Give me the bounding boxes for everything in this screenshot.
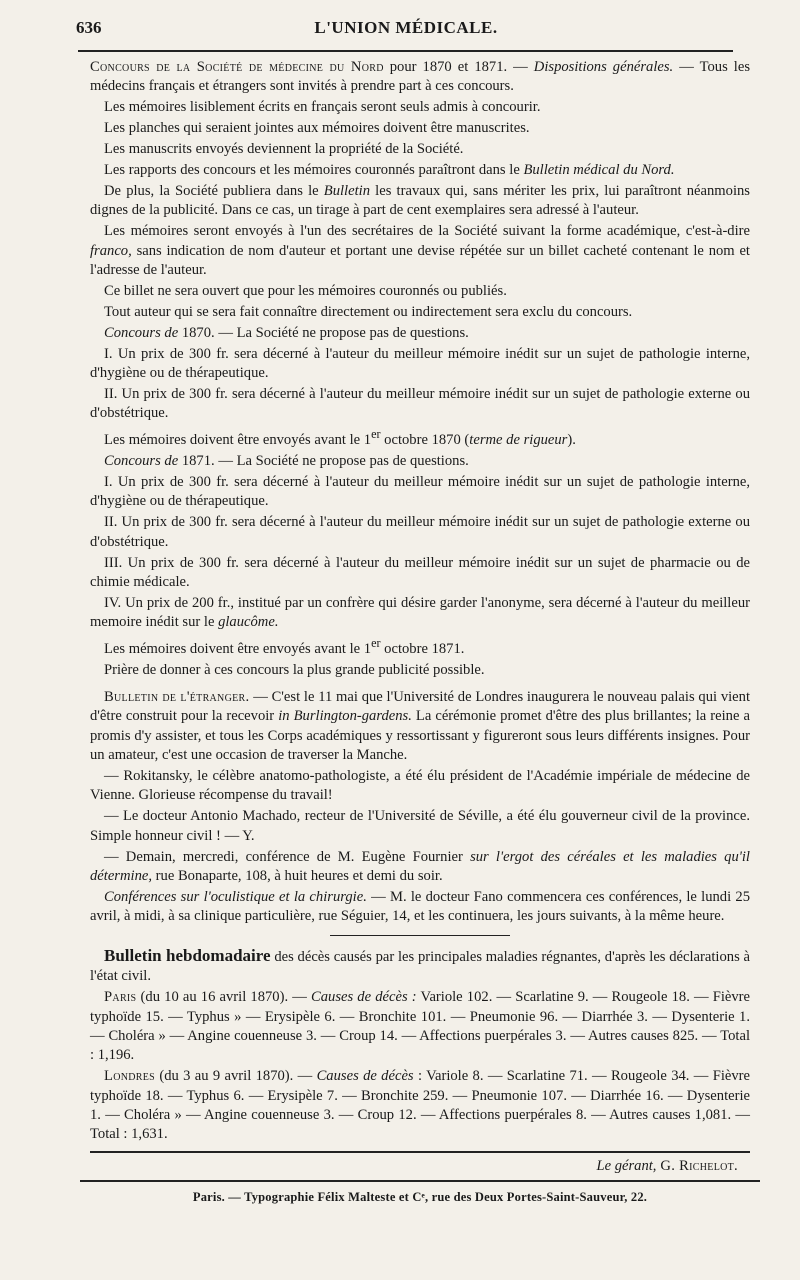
concours-1870-heading xyxy=(90,324,750,343)
text-span: — La Société ne propose pas de questions. xyxy=(214,453,469,470)
burlington-ref: in Burlington-gardens. xyxy=(278,708,412,725)
text-span: IV. Un prix de 200 fr., institué par un confrère qui désire garder l'anonyme, sera décerné à l'auteur du meilleur memoire inédit sur le xyxy=(90,594,750,631)
prize-item: I. Un prix de 300 fr. sera décerné à l'auteur du meilleur mémoire inédit sur un sujet de pathologie interne, d'hygiène ou de thérapeutique. xyxy=(90,345,750,382)
causes-label: Causes de décès xyxy=(316,1068,414,1085)
deadline xyxy=(90,425,750,450)
rule-paragraph: Les manuscrits envoyés deviennent la propriété de la Société. xyxy=(104,141,464,158)
prize-item xyxy=(90,594,750,633)
rule-paragraph: Les mémoires lisiblement écrits en français seront seuls admis à concourir. xyxy=(104,99,541,116)
text-span: des décès causés par les principales maladies régnantes, d'après les déclarations à l'état civil. xyxy=(90,948,751,985)
prize-item: I. Un prix de 300 fr. sera décerné à l'auteur du meilleur mémoire inédit sur un sujet de pathologie interne, d'hygiène ou de thérapeutique. xyxy=(90,473,750,510)
prize-item: II. Un prix de 300 fr. sera décerné à l'auteur du meilleur mémoire inédit sur un sujet de pathologie externe ou d'obstétrique. xyxy=(90,514,750,550)
rule-paragraph: Tout auteur qui se sera fait connaître directement ou indirectement sera exclu du concours. xyxy=(104,303,633,320)
text-span: rue Bonaparte, 108, à huit heures et demi du soir. xyxy=(152,868,443,885)
journal-title: L'UNION MÉDICALE. xyxy=(314,18,498,37)
etranger-heading: Bulletin de l'étranger. xyxy=(104,688,250,705)
concours-label: Concours de xyxy=(104,324,179,341)
ordinal-sup: er xyxy=(371,427,381,442)
printer-imprint: Paris. — Typographie Félix Malteste et Cᵉ, rue des Deux Portes-Saint-Sauveur, 22. xyxy=(192,1190,648,1205)
concours-heading: Concours de la Société de médecine du Nord xyxy=(90,59,384,75)
terme-rigueur: terme de rigueur xyxy=(469,432,568,449)
news-item: — Le docteur Antonio Machado, recteur de l'Université de Séville, a été élu gouverneur civil de la province. Simple honneur civil ! — Y. xyxy=(90,808,750,844)
concours-1871-heading xyxy=(90,452,750,471)
text-span: les travaux qui, sans mériter les prix, lui paraîtront néanmoins dignes de la publicité. Dans ce cas, un tirage à part de cent exemplaires sera adressé à l'auteur. xyxy=(90,182,750,219)
rule-paragraph xyxy=(90,182,750,221)
gerant-label: Le gérant, xyxy=(596,1157,657,1174)
londres-stats xyxy=(90,1067,750,1145)
concours-invitation: — Tous les médecins français et étrangers sont invités à prendre part à ces concours. xyxy=(90,59,750,95)
bulletin-ref: Bulletin xyxy=(323,182,370,199)
news-item xyxy=(90,848,750,887)
rule-paragraph: Les planches qui seraient jointes aux mémoires doivent être manuscrites. xyxy=(104,120,530,137)
city-name: Paris xyxy=(104,989,137,1006)
page-header xyxy=(76,14,736,48)
text-span: octobre 1871. xyxy=(380,641,465,658)
text-span: Les mémoires seront envoyés à l'un des secrétaires de la Société suivant la forme académique, c'est-à-dire xyxy=(104,223,750,240)
section-divider xyxy=(330,935,510,936)
text-span: octobre 1870 ( xyxy=(380,432,470,449)
ordinal-sup: er xyxy=(371,636,381,651)
news-item: — Rokitansky, le célèbre anatomo-pathologiste, a été élu président de l'Académie impériale de médecine de Vienne. Glorieuse récompense du travail! xyxy=(90,768,750,804)
gerant-name: G. Richelot. xyxy=(656,1157,738,1174)
causes-label: Causes de décès : xyxy=(311,989,417,1006)
closing-line: Prière de donner à ces concours la plus grande publicité possible. xyxy=(104,662,485,678)
city-name: Londres xyxy=(104,1068,156,1085)
text-span: : Variole 8. — Scarlatine 71. — Rougeole 34. — Fièvre typhoïde 18. — Typhus 6. — Erysipèle 7. — Bronchite 259. — Pneumonie 107. — Diarrhée 16. — Dysenterie 1. — Choléra » — Angine couenneuse 3. — Croup 12. — Affections puerpérales 8. — Autres causes 1,081. — Total : 1,631. xyxy=(90,1068,750,1143)
text-span: — Demain, mercredi, conférence de M. Eugène Fournier xyxy=(104,848,471,865)
text-span: (du 10 au 16 avril 1870). — xyxy=(136,989,311,1006)
bulletin-intro xyxy=(90,946,750,987)
footer-rule xyxy=(90,1151,750,1153)
text-span: Les mémoires doivent être envoyés avant le 1 xyxy=(104,432,372,449)
rule-paragraph: Ce billet ne sera ouvert que pour les mémoires couronnés ou publiés. xyxy=(104,282,507,299)
gerant-signature xyxy=(90,1157,750,1176)
rule-paragraph xyxy=(90,222,750,280)
prize-item: III. Un prix de 300 fr. sera décerné à l'auteur du meilleur mémoire inédit sur un sujet de pharmacie ou de chimie médicale. xyxy=(90,554,750,591)
text-span: La cérémonie promet d'être des plus brillantes; la reine a promis d'y assister, et tous les Corps académiques y ressortissant y figureront sous leurs différents insignes. Pour un amateur, c'est une occasion de traverser la Manche. xyxy=(90,708,750,764)
text-span: sans indication de nom d'auteur et portant une devise répétée sur un billet cacheté contenant le nom et l'adresse de l'auteur. xyxy=(90,242,750,279)
concours-intro xyxy=(90,58,750,97)
imprint-rule xyxy=(80,1180,760,1182)
bulletin-title-ref: Bulletin médical du Nord. xyxy=(523,162,675,179)
rule-paragraph xyxy=(90,161,750,180)
concours-year: 1871. xyxy=(178,453,215,470)
conference-topic: sur l'ergot des céréales et les maladies qu'il détermine, xyxy=(90,848,750,885)
news-item xyxy=(90,888,750,927)
deadline xyxy=(90,634,750,659)
bulletin-heading: Bulletin hebdomadaire xyxy=(104,945,271,965)
glaucome-term: glaucôme. xyxy=(218,614,279,631)
dispositions-label: Dispositions générales. xyxy=(533,59,674,75)
concours-year: 1870. xyxy=(178,324,215,341)
header-rule xyxy=(78,50,733,52)
text-span: — C'est le 11 mai que l'Université de Londres inaugurera le nouveau palais qui vient d'être construit pour la recevoir xyxy=(90,688,750,725)
text-span: (du 3 au 9 avril 1870). — xyxy=(155,1068,317,1085)
text-span: Les mémoires doivent être envoyés avant le 1 xyxy=(104,641,372,658)
prize-item: II. Un prix de 300 fr. sera décerné à l'auteur du meilleur mémoire inédit sur un sujet de pathologie externe ou d'obstétrique. xyxy=(90,386,750,422)
concours-label: Concours de xyxy=(104,453,179,470)
franco-term: franco, xyxy=(90,242,132,259)
text-span: ). xyxy=(567,432,576,449)
text-span: — La Société ne propose pas de questions. xyxy=(214,324,469,341)
concours-years: pour 1870 et 1871. — xyxy=(383,59,534,75)
conference-title: Conférences sur l'oculistique et la chirurgie. xyxy=(104,888,367,905)
page-number: 636 xyxy=(76,18,102,37)
text-span: — M. le docteur Fano commencera ces conférences, le lundi 25 avril, à midi, à sa clinique particulière, rue Séguier, 14, et les continuera, les jours suivants, à la même heure. xyxy=(90,888,750,925)
etranger-paragraph xyxy=(90,688,750,766)
page-body xyxy=(90,58,750,1209)
text-span: De plus, la Société publiera dans le xyxy=(104,182,324,199)
text-span: Variole 102. — Scarlatine 9. — Rougeole 18. — Fièvre typhoïde 15. — Typhus » — Erysipèle 6. — Bronchite 101. — Pneumonie 96. — Diarrhée 3. — Dysenterie 1. — Choléra » — Angine couenneuse 3. — Croup 14. — Affections puerpérales 3. — Autres causes 825. — Total : 1,196. xyxy=(90,989,751,1064)
text-span: Les rapports des concours et les mémoires couronnés paraîtront dans le xyxy=(104,162,524,179)
paris-stats xyxy=(90,988,750,1066)
